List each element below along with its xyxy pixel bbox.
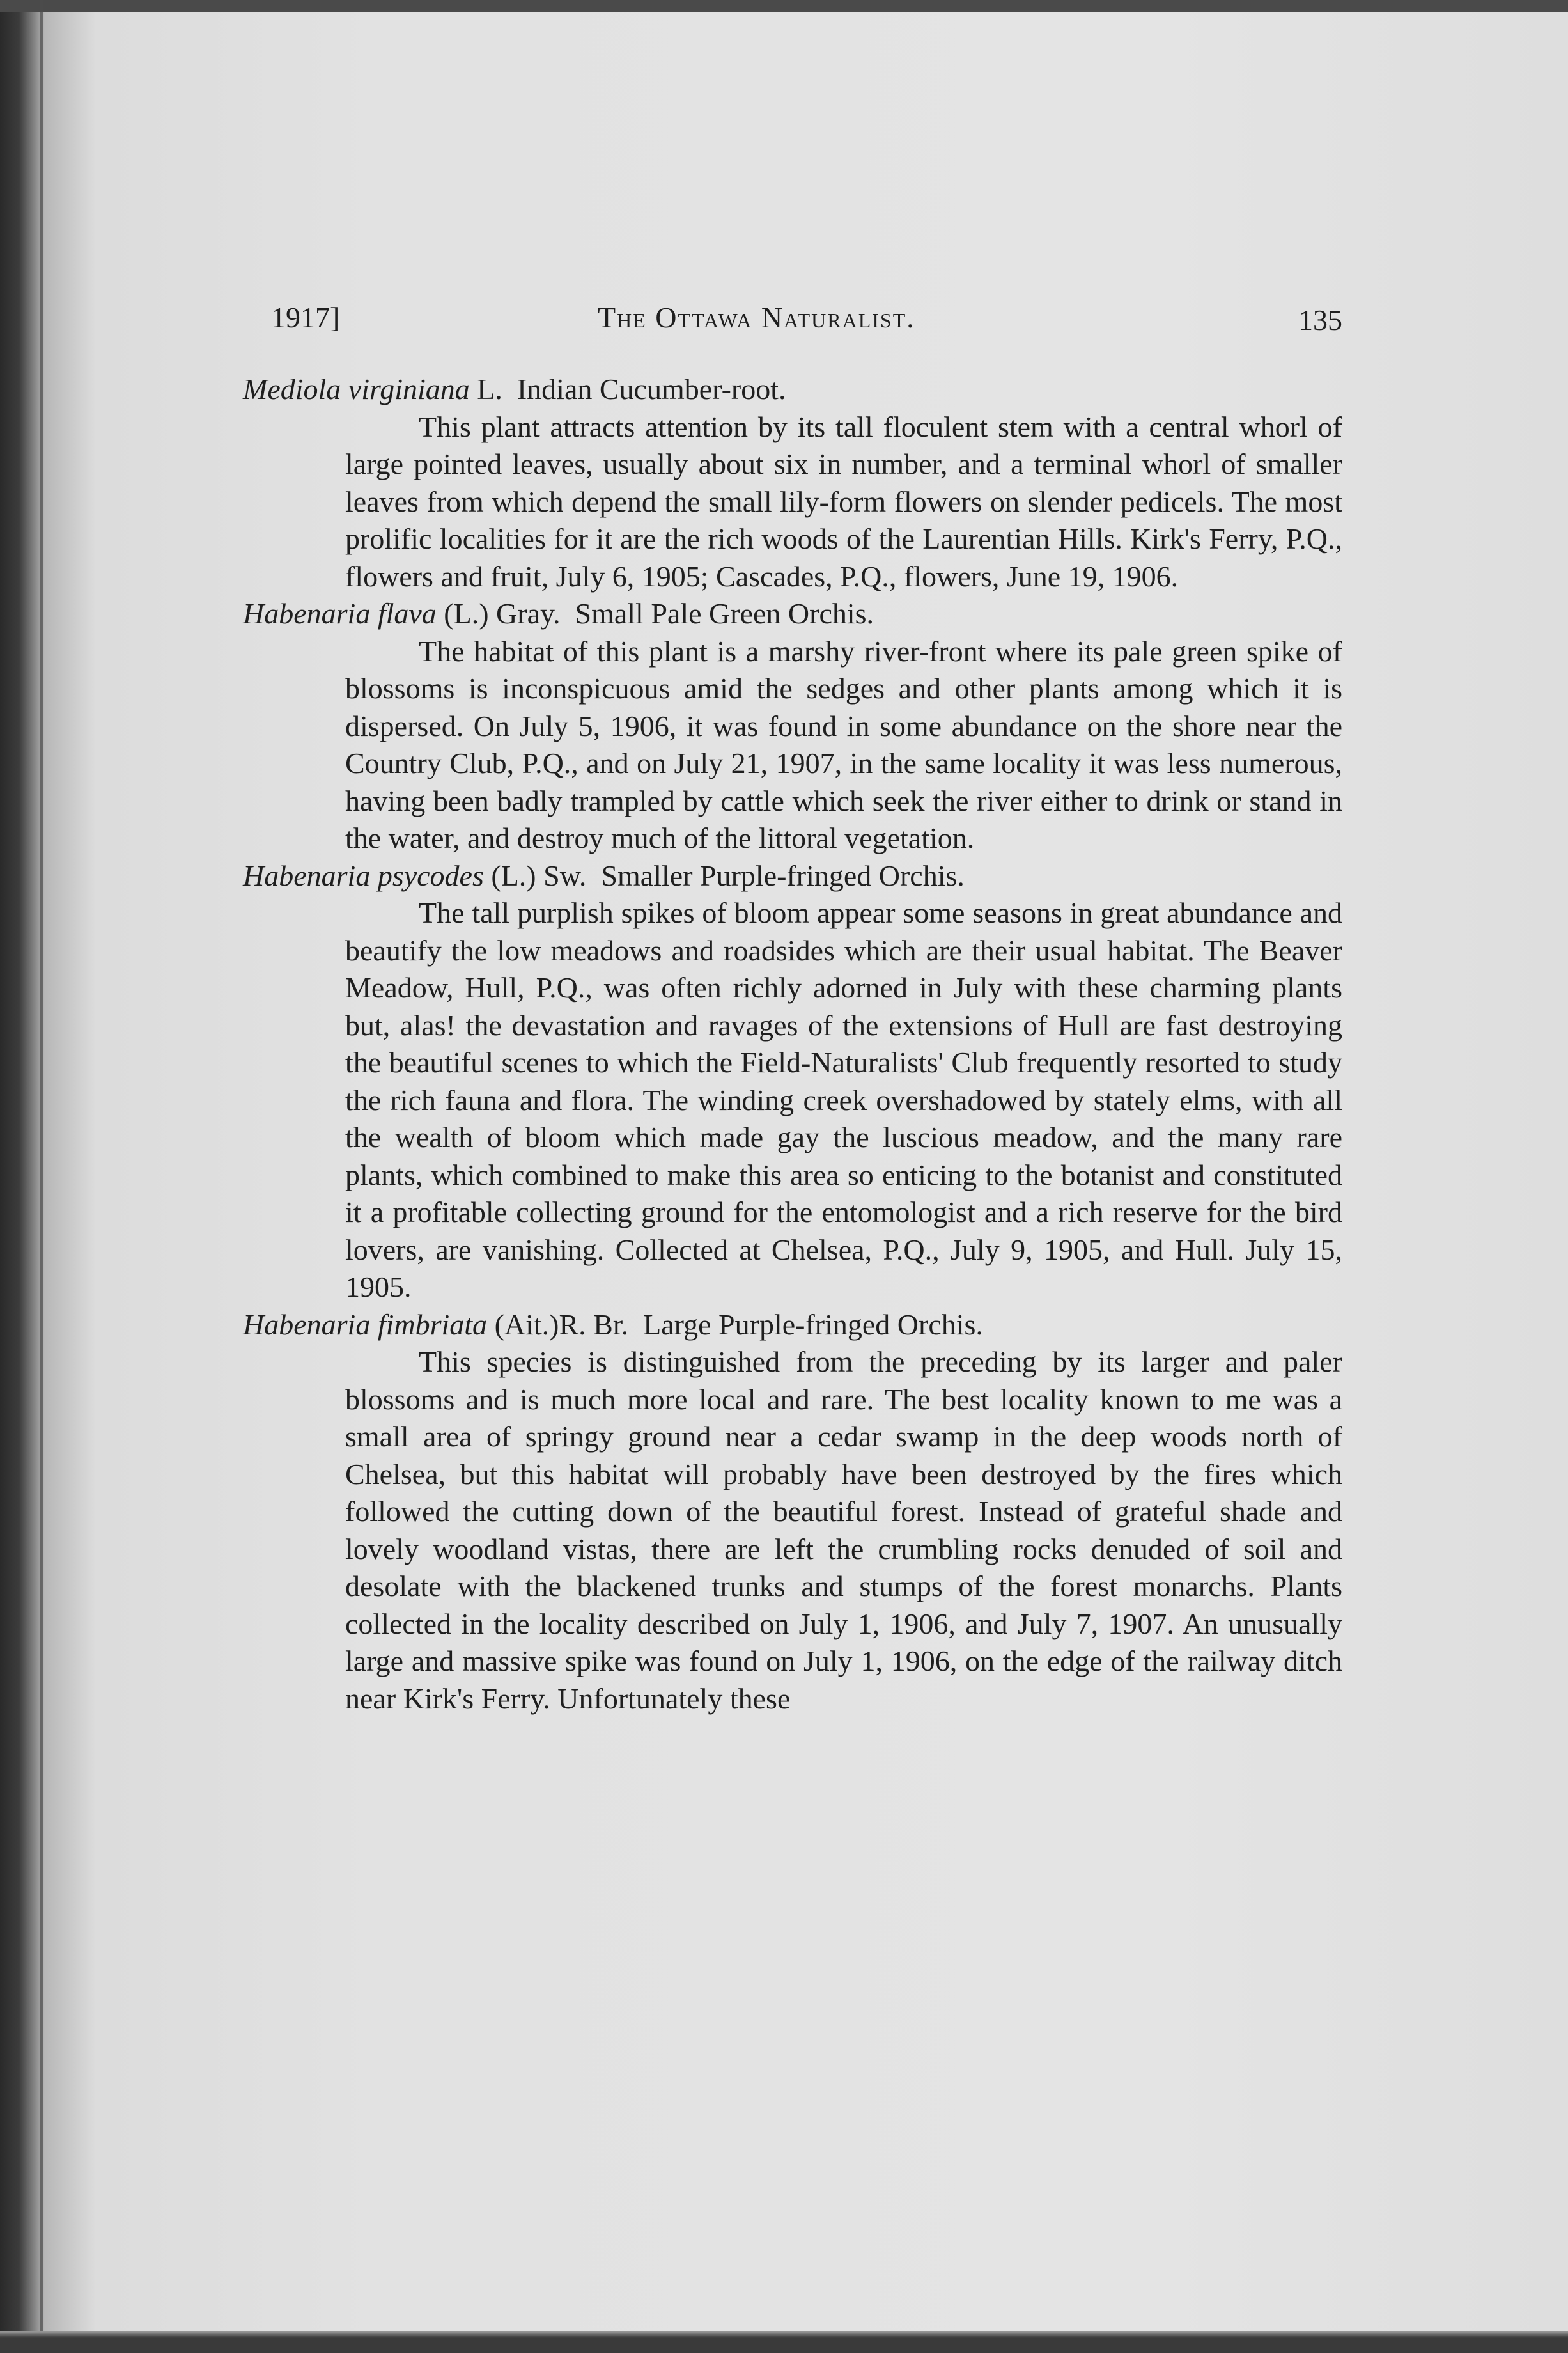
journal-title: The Ottawa Naturalist. [598, 301, 915, 334]
author-citation: (L.) Gray. [444, 597, 561, 630]
species-entry [243, 595, 1342, 857]
common-name: Large Purple-fringed Orchis. [643, 1308, 983, 1341]
species-entry [243, 1306, 1342, 1718]
running-head [243, 301, 1342, 345]
scientific-name: Habenaria psycodes [243, 859, 484, 892]
scientific-name: Mediola virginiana [243, 373, 470, 405]
scientific-name: Habenaria fimbriata [243, 1308, 488, 1341]
common-name: Indian Cucumber-root. [516, 373, 786, 405]
entry-description: The habitat of this plant is a marshy river-front where its pale green spike of blossoms is inconspicuous amid the sedges and other plants among which it is dispersed. On July 5, 1906, it was found in some abundance on the shore near the Country Club, P.Q., and on July 21, 1907, in the same locality it was less numerous, having been badly trampled by cattle which seek the river either to drink or stand in the water, and destroy much of the littoral vegetation. [345, 634, 1342, 854]
scan-bottom-edge [0, 2331, 1568, 2353]
common-name: Smaller Purple-fringed Orchis. [601, 859, 965, 892]
entry-description: This species is distinguished from the preceding by its larger and paler blossoms and is much more local and rare. The best locality known to me was a small area of springy ground near a cedar swamp in the deep woods north of Chelsea, but this habitat will probably have been destroyed by the fires which followed the cutting down of the beautiful forest. Instead of grateful shade and lovely woodland vistas, there are left the crumbling rocks denuded of soil and desolate with the blackened trunks and stumps of the forest monarchs. Plants collected in the locality described on July 1, 1906, and July 7, 1907. An unusually large and massive spike was found on July 1, 1906, on the edge of the railway ditch near Kirk's Ferry. Unfortunately these [345, 1345, 1342, 1715]
entry-description: The tall purplish spikes of bloom appear some seasons in great abundance and beautify the low meadows and roadsides which are their usual habitat. The Beaver Meadow, Hull, P.Q., was often richly adorned in July with these charming plants but, alas! the devastation and ravages of the extensions of Hull are fast destroying the beautiful scenes to which the Field-Naturalists' Club frequently resorted to study the rich fauna and flora. The winding creek overshadowed by stately elms, with all the wealth of bloom which made gay the luscious meadow, and the many rare plants, which combined to make this area so enticing to the botanist and constituted it a profitable collecting ground for the entomologist and a rich reserve for the bird lovers, are vanishing. Collected at Chelsea, P.Q., July 9, 1905, and Hull. July 15, 1905. [345, 896, 1342, 1303]
species-entries [243, 371, 1342, 1717]
scientific-name: Habenaria flava [243, 597, 437, 630]
author-citation: (L.) Sw. [491, 859, 587, 892]
author-citation: L. [477, 373, 502, 405]
running-head-year: 1917] [271, 301, 340, 334]
common-name: Small Pale Green Orchis. [575, 597, 874, 630]
scan-top-edge [0, 0, 1568, 12]
author-citation: (Ait.)R. Br. [494, 1308, 629, 1341]
entry-heading [243, 595, 1342, 633]
book-spine-shadow [40, 0, 43, 2353]
species-entry [243, 371, 1342, 595]
page-number: 135 [1298, 304, 1342, 336]
entry-heading [243, 857, 1342, 895]
journal-page [243, 301, 1342, 1717]
entry-description: This plant attracts attention by its tall floculent stem with a central whorl of large pointed leaves, usually about six in number, and a terminal whorl of smaller leaves from which depend the small lily-form flowers on slender pedicels. The most prolific localities for it are the rich woods of the Laurentian Hills. Kirk's Ferry, P.Q., flowers and fruit, July 6, 1905; Cascades, P.Q., flowers, June 19, 1906. [345, 410, 1342, 593]
entry-heading [243, 371, 1342, 409]
species-entry [243, 857, 1342, 1306]
entry-heading [243, 1306, 1342, 1344]
